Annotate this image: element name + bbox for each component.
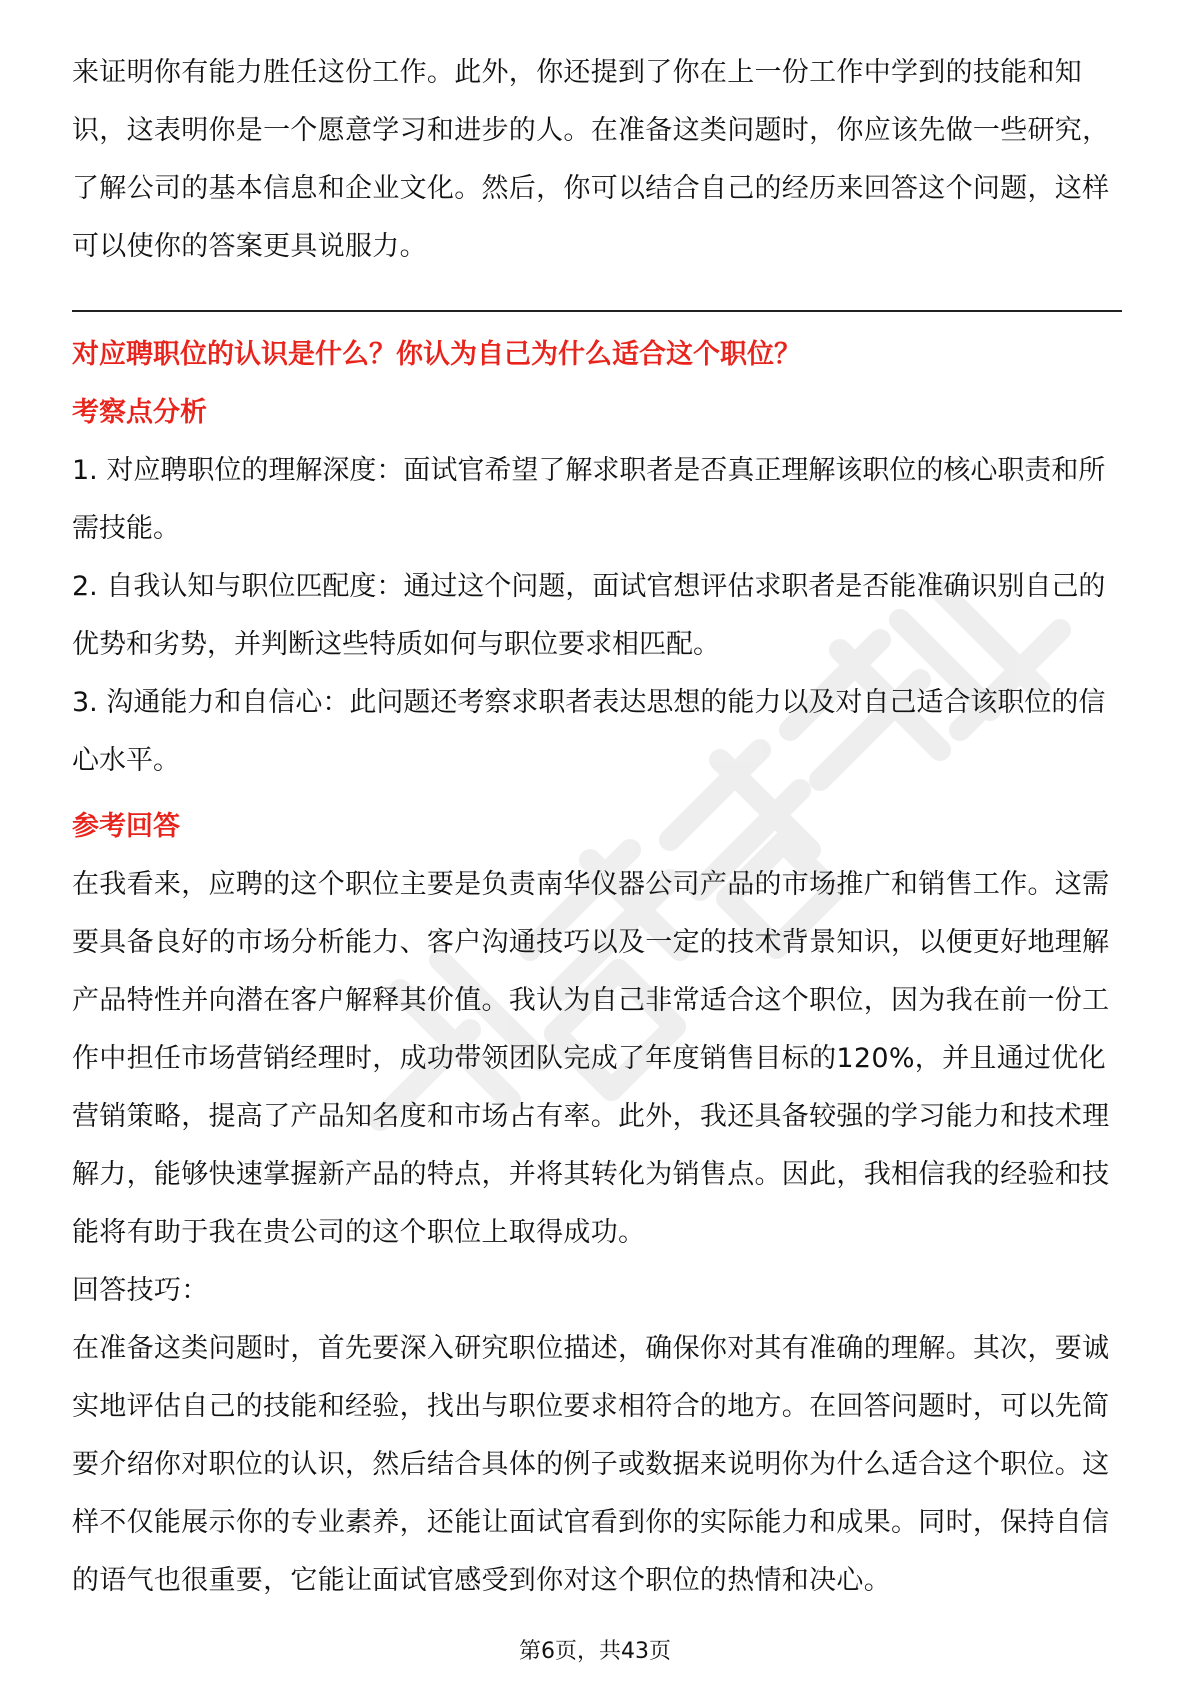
tips-text: 在准备这类问题时，首先要深入研究职位描述，确保你对其有准确的理解。其次，要诚实地评估自己的技能和经验，找出与职位要求相符合的地方。在回答问题时，可以先简要介绍你对职位的认识，然后结合具体的例子或数据来说明你为什么适合这个职位。这样不仅能展示你的专业素养，还能让面试官看到你的实际能力和成果。同时，保持自信的语气也很重要，它能让面试官感受到你对这个职位的热情和决心。: [72, 1333, 1110, 1596]
section-divider: [72, 310, 1122, 312]
analysis-item-1: 1. 对应聘职位的理解深度：面试官希望了解求职者是否真正理解该职位的核心职责和所需技能。: [72, 455, 1106, 544]
page-footer: 第6页，共43页: [519, 1639, 671, 1664]
intro-paragraph: 来证明你有能力胜任这份工作。此外，你还提到了你在上一份工作中学到的技能和知识，这表明你是一个愿意学习和进步的人。在准备这类问题时，你应该先做一些研究，了解公司的基本信息和企业文化。然后，你可以结合自己的经历来回答这个问题，这样可以使你的答案更具说服力。: [72, 57, 1110, 262]
main-content: [72, 44, 1122, 1610]
analysis-item-2: 2. 自我认知与职位匹配度：通过这个问题，面试官想评估求职者是否能准确识别自己的优势和劣势，并判断这些特质如何与职位要求相匹配。: [72, 571, 1106, 660]
analysis-item-3: 3. 沟通能力和自信心：此问题还考察求职者表达思想的能力以及对自己适合该职位的信心水平。: [72, 687, 1106, 776]
answer-heading: 参考回答: [72, 811, 180, 842]
tips-label: 回答技巧：: [72, 1275, 209, 1306]
answer-text: 在我看来，应聘的这个职位主要是负责南华仪器公司产品的市场推广和销售工作。这需要具备良好的市场分析能力、客户沟通技巧以及一定的技术背景知识，以便更好地理解产品特性并向潜在客户解释其价值。我认为自己非常适合这个职位，因为我在前一份工作中担任市场营销经理时，成功带领团队完成了年度销售目标的120%，并且通过优化营销策略，提高了产品知名度和市场占有率。此外，我还具备较强的学习能力和技术理解力，能够快速掌握新产品的特点，并将其转化为销售点。因此，我相信我的经验和技能将有助于我在贵公司的这个职位上取得成功。: [72, 869, 1110, 1248]
analysis-heading: 考察点分析: [72, 397, 207, 428]
question-title: 对应聘职位的认识是什么？你认为自己为什么适合这个职位？: [72, 339, 801, 370]
